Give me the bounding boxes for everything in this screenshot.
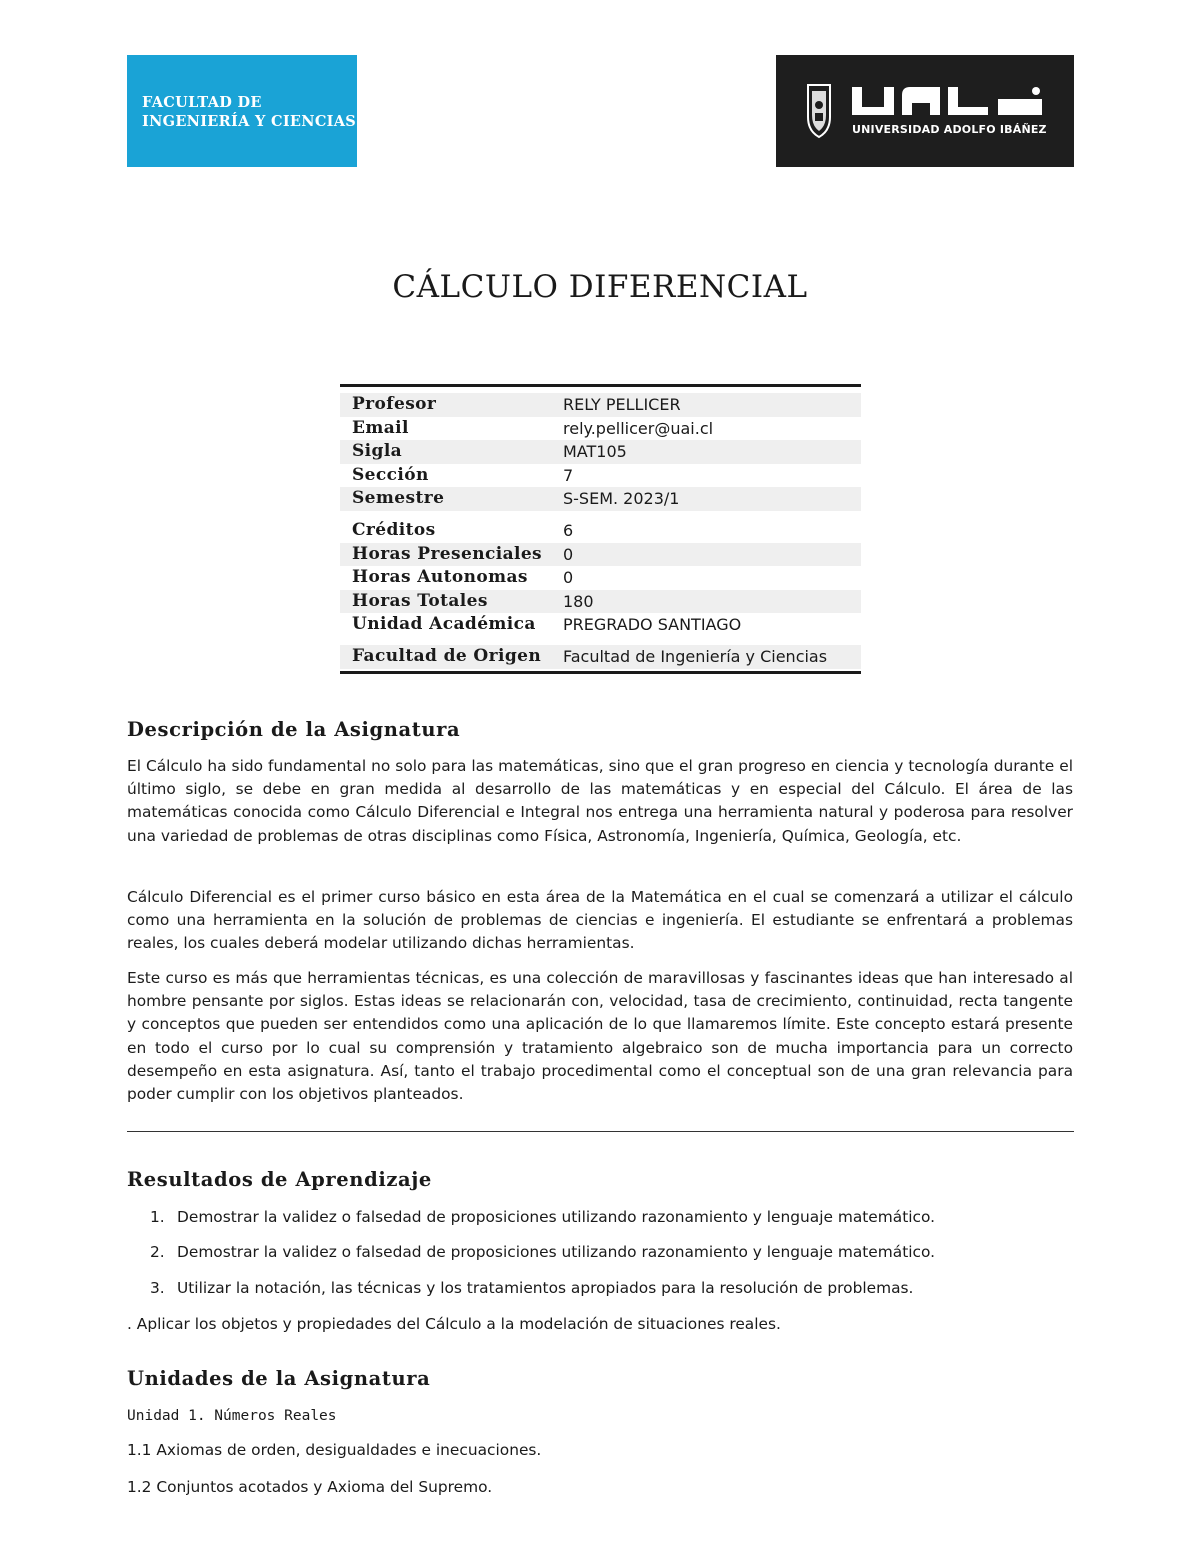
list-text: Demostrar la validez o falsedad de proposiciones utilizando razonamiento y lenguaje matemático. bbox=[177, 1243, 936, 1261]
list-item bbox=[150, 1277, 1070, 1299]
university-logo bbox=[776, 55, 1074, 167]
info-value: RELY PELLICER bbox=[563, 395, 681, 414]
info-key: Sección bbox=[352, 464, 429, 485]
info-row bbox=[340, 543, 861, 567]
info-value: rely.pellicer@uai.cl bbox=[563, 418, 714, 438]
info-key: Horas Autonomas bbox=[352, 567, 528, 588]
info-value: 0 bbox=[563, 568, 574, 588]
info-key: Facultad de Origen bbox=[352, 645, 542, 666]
info-row bbox=[340, 566, 861, 590]
info-row bbox=[340, 519, 861, 543]
list-text: Demostrar la validez o falsedad de proposiciones utilizando razonamiento y lenguaje matemático. bbox=[177, 1208, 936, 1226]
info-value: 7 bbox=[563, 465, 574, 485]
info-key: Semestre bbox=[352, 488, 445, 509]
unit-subitem: 1.2 Conjuntos acotados y Axioma del Supremo. bbox=[127, 1478, 493, 1496]
info-row bbox=[340, 487, 861, 511]
info-row bbox=[340, 393, 861, 417]
section-heading-unidades: Unidades de la Asignatura bbox=[127, 1367, 431, 1390]
info-key: Unidad Académica bbox=[352, 614, 536, 635]
info-key: Email bbox=[352, 417, 409, 438]
section-divider bbox=[127, 1131, 1074, 1132]
info-value: S-SEM. 2023/1 bbox=[563, 489, 680, 509]
info-row bbox=[340, 417, 861, 441]
info-value: MAT105 bbox=[563, 442, 627, 462]
info-key: Sigla bbox=[352, 441, 403, 462]
list-number: 3. bbox=[150, 1279, 165, 1297]
info-group-faculty bbox=[340, 645, 861, 669]
info-value: 180 bbox=[563, 591, 594, 611]
unit-title: Unidad 1. Números Reales bbox=[127, 1408, 337, 1424]
faculty-logo-line-1: FACULTAD DE bbox=[142, 94, 262, 111]
info-key: Profesor bbox=[352, 394, 437, 414]
info-group-course bbox=[340, 393, 861, 511]
info-row bbox=[340, 464, 861, 488]
description-paragraph-3: Este curso es más que herramientas técnicas, es una colección de maravillosas y fascinantes ideas que han interesado al hombre pensante por siglos. Estas ideas se relacionarán con, velocidad, tasa de crecimiento, continuidad, recta tangente y conceptos que pueden ser entendidos como una aplicación de lo que llamaremos límite. Este concepto estará presente en todo el curso por lo cual su comprensión y tratamiento algebraico son de mucha importancia para un correcto desempeño en esta asignatura. Así, tanto el trabajo procedimental como el conceptual son de una gran relevancia para poder cumplir con los objetivos planteados. bbox=[127, 969, 1073, 1104]
info-value: 0 bbox=[563, 544, 574, 564]
list-item bbox=[150, 1241, 1070, 1263]
info-value: Facultad de Ingeniería y Ciencias bbox=[563, 646, 828, 666]
section-heading-descripcion: Descripción de la Asignatura bbox=[127, 718, 461, 741]
info-key: Créditos bbox=[352, 519, 436, 540]
section-heading-resultados: Resultados de Aprendizaje bbox=[127, 1168, 432, 1191]
university-crest-icon bbox=[776, 55, 1074, 167]
university-name: UNIVERSIDAD ADOLFO IBÁÑEZ bbox=[852, 123, 1047, 136]
faculty-logo bbox=[127, 55, 357, 167]
description-paragraph-2: Cálculo Diferencial es el primer curso básico en esta área de la Matemática en el cual se comenzará a utilizar el cálculo como una herramienta en la solución de problemas de ciencias e ingeniería. El estudiante se enfrentará a problemas reales, los cuales deberá modelar utilizando dichas herramientas. bbox=[127, 888, 1073, 953]
info-row bbox=[340, 613, 861, 637]
info-value: 6 bbox=[563, 520, 574, 540]
faculty-logo-line-2: INGENIERÍA Y CIENCIAS bbox=[142, 113, 357, 130]
course-info-table bbox=[340, 384, 861, 674]
list-text: Utilizar la notación, las técnicas y los tratamientos apropiados para la resolución de problemas. bbox=[177, 1279, 914, 1297]
list-item bbox=[150, 1206, 1070, 1228]
info-row bbox=[340, 645, 861, 669]
unit-subitem: 1.1 Axiomas de orden, desigualdades e inecuaciones. bbox=[127, 1441, 542, 1459]
list-number: 1. bbox=[150, 1208, 165, 1226]
info-key: Horas Totales bbox=[352, 590, 488, 611]
resultados-extra-line: . Aplicar los objetos y propiedades del Cálculo a la modelación de situaciones reales. bbox=[127, 1315, 781, 1333]
description-paragraph-1: El Cálculo ha sido fundamental no solo para las matemáticas, sino que el gran progreso en ciencia y tecnología durante el último siglo, se debe en gran medida al desarrollo de las matemáticas y en especial del Cálculo. El área de las matemáticas conocida como Cálculo Diferencial e Integral nos entrega una herramienta natural y poderosa para resolver una variedad de problemas de otras disciplinas como Física, Astronomía, Ingeniería, Química, Geología, etc. bbox=[127, 757, 1073, 845]
page-title: CÁLCULO DIFERENCIAL bbox=[392, 269, 808, 305]
list-number: 2. bbox=[150, 1243, 165, 1261]
info-row bbox=[340, 590, 861, 614]
info-value: PREGRADO SANTIAGO bbox=[563, 615, 742, 635]
info-key: Horas Presenciales bbox=[352, 543, 543, 564]
info-group-hours bbox=[340, 519, 861, 637]
info-row bbox=[340, 440, 861, 464]
